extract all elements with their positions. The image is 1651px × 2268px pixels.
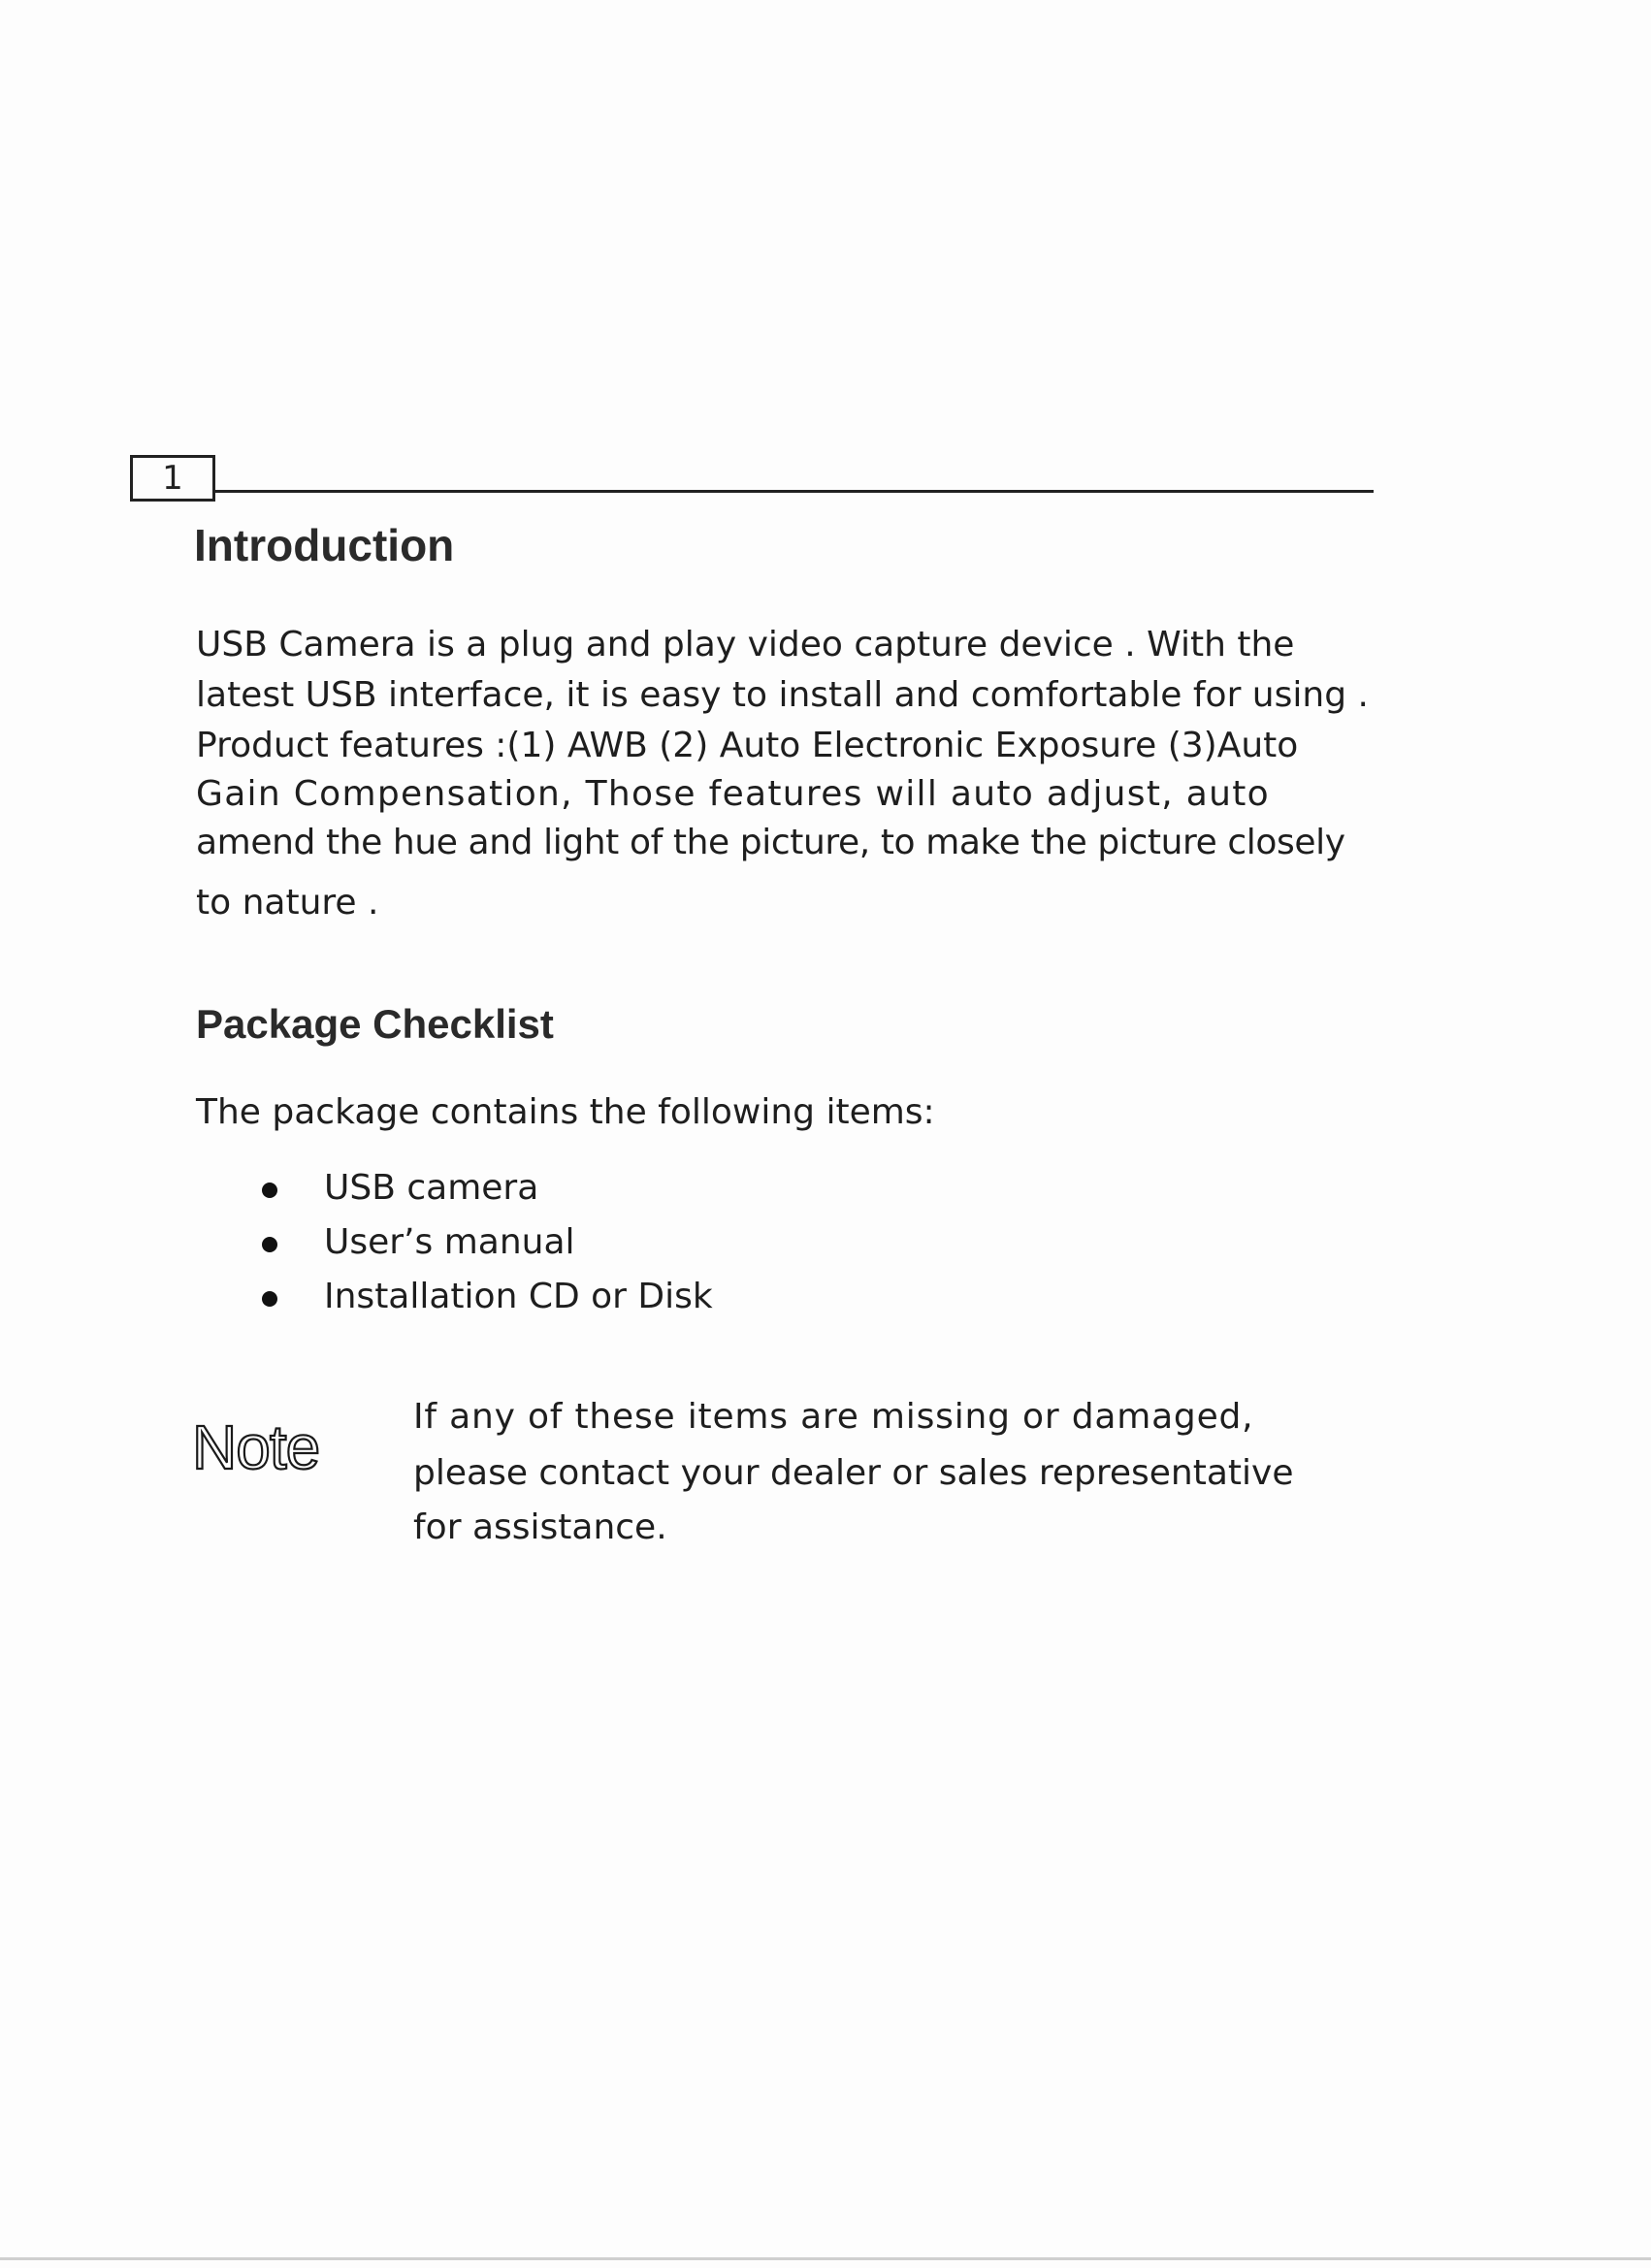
- list-item: [254, 1216, 713, 1271]
- chapter-number-box: [130, 455, 215, 502]
- bullet-icon: [262, 1183, 277, 1198]
- list-item-label: USB camera: [324, 1168, 539, 1208]
- introduction-heading: Introduction: [194, 520, 455, 570]
- introduction-line: latest USB interface, it is easy to install and comfortable for using .: [196, 675, 1369, 715]
- bullet-icon: [262, 1291, 277, 1307]
- package-checklist-heading: Package Checklist: [196, 1001, 554, 1047]
- package-items-list: [254, 1162, 713, 1325]
- note-text: [413, 1390, 1344, 1555]
- note-label-text: Note: [192, 1412, 320, 1478]
- list-item-label: Installation CD or Disk: [324, 1277, 713, 1316]
- list-item: [254, 1162, 713, 1216]
- list-item-label: User’s manual: [324, 1222, 575, 1262]
- introduction-line: amend the hue and light of the picture, to make the picture closely: [196, 823, 1345, 862]
- bullet-icon: [262, 1237, 277, 1252]
- introduction-line: Product features :(1) AWB (2) Auto Electronic Exposure (3)Auto: [196, 726, 1299, 765]
- note-label: [190, 1410, 355, 1478]
- note-line: If any of these items are missing or damaged,: [413, 1397, 1254, 1437]
- introduction-line: Gain Compensation, Those features will auto adjust, auto: [196, 774, 1270, 814]
- introduction-paragraph: [196, 621, 1369, 927]
- note-line: for assistance.: [413, 1507, 667, 1547]
- package-checklist-intro: The package contains the following items:: [196, 1092, 935, 1132]
- list-item: [254, 1271, 713, 1325]
- scan-edge-line: [0, 2257, 1651, 2260]
- chapter-number: 1: [162, 459, 183, 498]
- introduction-line: USB Camera is a plug and play video capture device . With the: [196, 625, 1295, 664]
- note-line: please contact your dealer or sales representative: [413, 1453, 1294, 1493]
- introduction-line: to nature .: [196, 883, 379, 923]
- chapter-rule: [215, 490, 1374, 493]
